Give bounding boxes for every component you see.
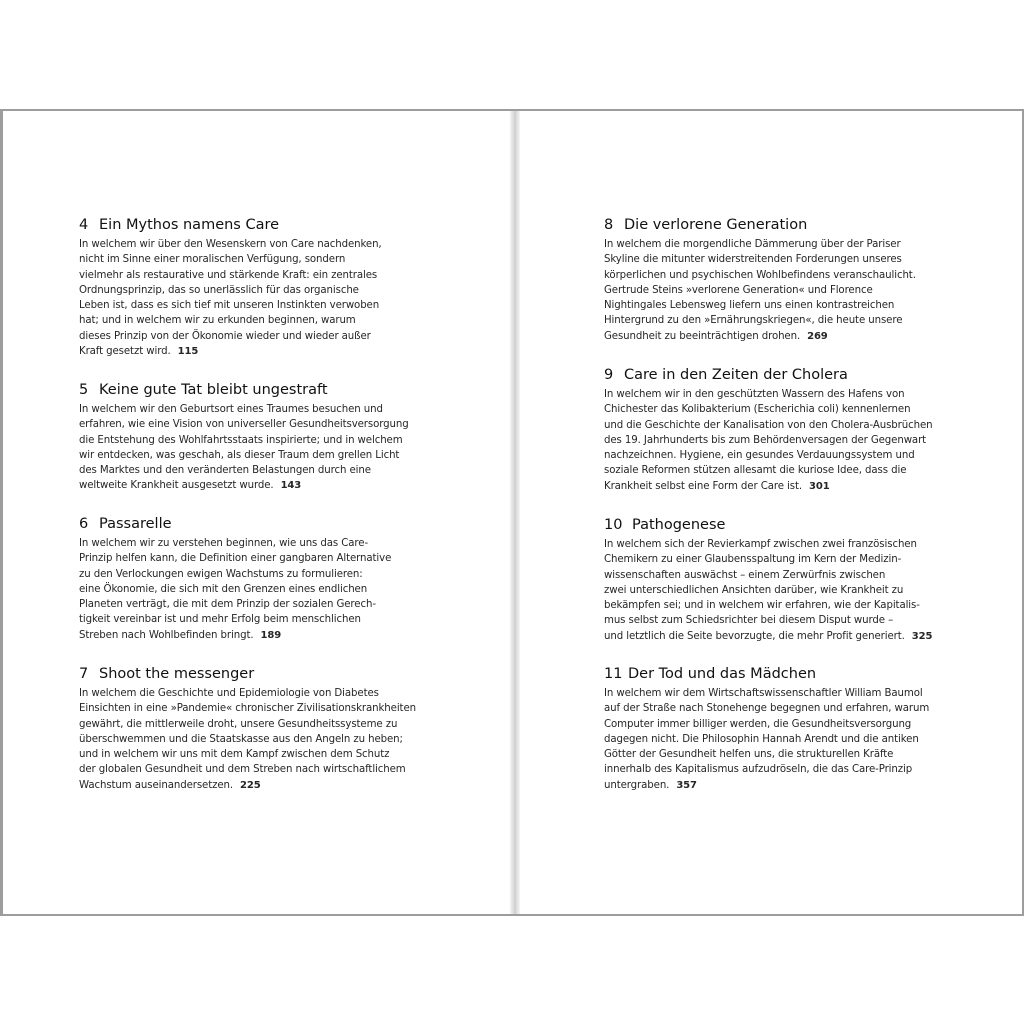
description-line: In welchem die Geschichte und Epidemiologie von Diabetes: [79, 688, 379, 699]
description-line: In welchem wir über den Wesenskern von Care nachdenken,: [79, 239, 382, 250]
description-line: [79, 344, 451, 359]
description-line: [604, 479, 976, 494]
description-line: des 19. Jahrhunderts bis zum Behördenversagen der Gegenwart: [604, 434, 927, 446]
description-line: wissenschaften auswächst – einem Zerwürfnis zwischen: [604, 569, 886, 581]
description-text: Gesundheit zu beeinträchtigen drohen.: [604, 330, 801, 342]
chapter-description: [79, 402, 451, 494]
description-line: Chichester das Kolibakterium (Escherichia coli) kennenlernen: [604, 404, 911, 416]
description-line: und in welchem wir uns mit dem Kampf zwischen dem Schutz: [79, 749, 390, 761]
description-line: bekämpfen sei; und in welchem wir erfahren, wie der Kapitalis-: [604, 600, 920, 612]
chapter-number: 11: [604, 666, 623, 682]
chapter-description: [604, 387, 976, 494]
page-number: 189: [260, 629, 282, 641]
description-line: Nightingales Lebensweg liefern uns einen kontrastreichen: [604, 300, 895, 312]
chapter-title: Shoot the messenger: [99, 666, 255, 682]
toc-entry-11: [604, 664, 976, 793]
description-line: In welchem sich der Revierkampf zwischen zwei französischen: [604, 539, 917, 550]
chapter-description: [79, 237, 451, 359]
chapter-heading: [604, 515, 976, 535]
description-line: dieses Prinzip von der Ökonomie wieder und wieder außer: [79, 330, 371, 342]
page-number: 225: [240, 779, 261, 791]
toc-entry-7: [79, 664, 451, 793]
description-line: vielmehr als restaurative und stärkende Kraft: ein zentrales: [79, 269, 378, 281]
chapter-title: Passarelle: [99, 516, 172, 532]
description-line: In welchem wir zu verstehen beginnen, wie uns das Care-: [79, 538, 369, 549]
description-line: des Marktes und den veränderten Belastungen durch eine: [79, 465, 371, 477]
description-line: [604, 629, 976, 644]
description-line: Skyline die mitunter widerstreitenden Forderungen unseres: [604, 254, 902, 266]
description-line: Ordnungsprinzip, das so unerlässlich für das organische: [79, 284, 359, 296]
page-number: 269: [807, 330, 828, 342]
book-spread: [0, 109, 1024, 916]
description-line: körperlichen und psychischen Wohlbefindens veranschaulicht.: [604, 269, 916, 281]
chapter-number: 6: [79, 516, 89, 532]
description-line: eine Ökonomie, die sich mit den Grenzen eines endlichen: [79, 583, 368, 595]
chapter-description: [604, 686, 976, 793]
chapter-description: [604, 237, 976, 344]
toc-entry-9: [604, 365, 976, 494]
description-line: zwei unterschiedlichen Ansichten darüber, wie Krankheit zu: [604, 584, 904, 596]
page-number: 301: [809, 480, 830, 492]
chapter-heading: [79, 380, 451, 400]
chapter-title: Der Tod und das Mädchen: [628, 666, 817, 682]
page-number: 115: [177, 346, 199, 358]
description-line: Gertrude Steins »verlorene Generation« und Florence: [604, 284, 873, 296]
description-line: und die Geschichte der Kanalisation von den Cholera-Ausbrüchen: [604, 419, 933, 431]
chapter-number: 10: [604, 517, 623, 533]
description-line: In welchem wir dem Wirtschaftswissenschaftler William Baumol: [604, 688, 923, 699]
chapter-number: 5: [79, 382, 89, 398]
chapter-title: Keine gute Tat bleibt ungestraft: [99, 382, 328, 398]
description-line: [79, 778, 451, 793]
chapter-description: [604, 537, 976, 644]
description-line: überschwemmen und die Staatskasse aus den Angeln zu heben;: [79, 733, 403, 745]
description-line: Planeten verträgt, die mit dem Prinzip der sozialen Gerech-: [79, 599, 376, 611]
toc-entry-8: [604, 215, 976, 344]
description-text: weltweite Krankheit ausgesetzt wurde.: [79, 480, 274, 492]
description-line: der globalen Gesundheit und dem Streben nach wirtschaftlichem: [79, 764, 406, 776]
description-line: gewährt, die mittlerweile droht, unsere Gesundheitssysteme zu: [79, 718, 398, 730]
page-number: 357: [676, 779, 697, 791]
description-line: In welchem wir den Geburtsort eines Traumes besuchen und: [79, 404, 383, 415]
description-line: [604, 778, 976, 793]
left-page: [3, 111, 513, 914]
description-line: [79, 478, 451, 493]
page-number: 143: [280, 480, 302, 492]
chapter-title: Die verlorene Generation: [624, 217, 808, 233]
chapter-heading: [79, 215, 451, 235]
description-line: nicht im Sinne einer moralischen Verfügung, sondern: [79, 254, 346, 266]
chapter-number: 9: [604, 367, 614, 383]
description-line: Hintergrund zu den »Ernährungskriegen«, die heute unsere: [604, 315, 903, 327]
description-line: Einsichten in eine »Pandemie« chronischer Zivilisationskrankheiten: [79, 703, 416, 715]
chapter-title: Pathogenese: [632, 517, 726, 533]
description-line: dagegen nicht. Die Philosophin Hannah Arendt und die antiken: [604, 733, 919, 745]
description-line: soziale Reformen stützen allesamt die kuriose Idee, dass die: [604, 465, 907, 477]
description-line: innerhalb des Kapitalismus aufzudröseln, die das Care-Prinzip: [604, 764, 913, 776]
description-text: Streben nach Wohlbefinden bringt.: [79, 629, 254, 641]
description-line: die Entstehung des Wohlfahrtsstaats inspirierte; und in welchem: [79, 434, 403, 446]
toc-entry-6: [79, 514, 451, 643]
description-line: wir entdecken, was geschah, als dieser Traum dem grellen Licht: [79, 449, 400, 461]
description-line: mus selbst zum Schiedsrichter bei diesem Disput wurde –: [604, 615, 894, 627]
description-text: untergraben.: [604, 779, 670, 791]
description-text: Kraft gesetzt wird.: [79, 346, 171, 358]
description-line: tigkeit vereinbar ist und mehr Erfolg beim menschlichen: [79, 614, 361, 626]
description-line: Götter der Gesundheit helfen uns, die strukturellen Kräfte: [604, 749, 894, 761]
chapter-description: [79, 686, 451, 793]
description-line: Chemikern zu einer Glaubensspaltung im Kern der Medizin-: [604, 554, 902, 566]
chapter-heading: [79, 664, 451, 684]
description-line: erfahren, wie eine Vision von universeller Gesundheitsversorgung: [79, 419, 409, 431]
description-text: Krankheit selbst eine Form der Care ist.: [604, 480, 802, 492]
description-line: zu den Verlockungen ewigen Wachstums zu formulieren:: [79, 568, 363, 580]
toc-entry-4: [79, 215, 451, 359]
description-text: und letztlich die Seite bevorzugte, die mehr Profit generiert.: [604, 630, 905, 642]
description-line: Prinzip helfen kann, die Definition einer gangbaren Alternative: [79, 553, 392, 565]
description-line: Computer immer billiger werden, die Gesundheitsversorgung: [604, 718, 912, 730]
chapter-title: Ein Mythos namens Care: [99, 217, 280, 233]
description-line: In welchem die morgendliche Dämmerung über der Pariser: [604, 239, 901, 250]
chapter-description: [79, 536, 451, 643]
description-line: hat; und in welchem wir zu erkunden beginnen, warum: [79, 315, 356, 327]
chapter-heading: [604, 664, 976, 684]
description-text: Wachstum auseinandersetzen.: [79, 779, 234, 791]
description-line: [604, 329, 976, 344]
chapter-number: 7: [79, 666, 89, 682]
chapter-title: Care in den Zeiten der Cholera: [624, 367, 848, 383]
page-number: 325: [911, 630, 933, 642]
toc-entry-10: [604, 515, 976, 644]
description-line: [79, 628, 451, 643]
toc-entry-5: [79, 380, 451, 494]
chapter-heading: [604, 215, 976, 235]
description-line: In welchem wir in den geschützten Wassern des Hafens von: [604, 389, 905, 400]
description-line: nachzeichnen. Hygiene, ein gesundes Verdauungssystem und: [604, 450, 915, 462]
chapter-number: 4: [79, 217, 89, 233]
description-line: auf der Straße nach Stonehenge begegnen und erfahren, warum: [604, 703, 930, 715]
description-line: Leben ist, dass es sich tief mit unseren Instinkten verwoben: [79, 300, 380, 312]
chapter-heading: [604, 365, 976, 385]
chapter-number: 8: [604, 217, 614, 233]
chapter-heading: [79, 514, 451, 534]
right-page: [517, 111, 1024, 914]
